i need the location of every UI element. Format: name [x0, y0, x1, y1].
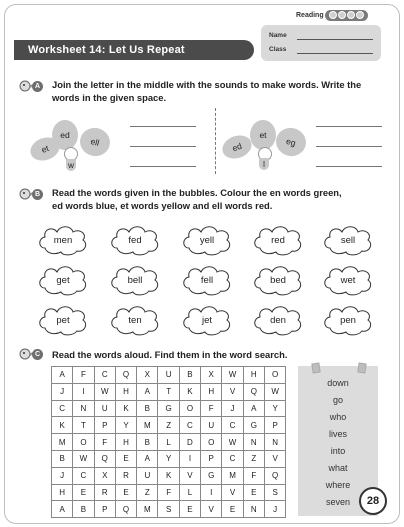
grid-cell[interactable]: E: [73, 484, 94, 501]
grid-cell[interactable]: I: [73, 383, 94, 400]
grid-cell[interactable]: U: [94, 400, 115, 417]
grid-cell[interactable]: N: [73, 400, 94, 417]
grid-cell[interactable]: N: [243, 434, 264, 451]
brand-word: Reading: [296, 11, 324, 19]
word-bubble[interactable]: [37, 224, 89, 256]
page-number: 28: [359, 487, 387, 515]
grid-cell[interactable]: K: [179, 383, 200, 400]
word-list-item: who: [329, 412, 347, 422]
word-bubble[interactable]: [181, 304, 233, 336]
grid-cell[interactable]: F: [94, 434, 115, 451]
instruction-a-line1: Join the letter in the middle with the sounds to make words. Write the: [52, 79, 362, 90]
grid-cell[interactable]: J: [52, 467, 73, 484]
grid-cell[interactable]: Z: [158, 417, 179, 434]
bubble-word: fell: [200, 274, 214, 286]
flower2-stem-letter: l: [259, 158, 269, 170]
grid-cell[interactable]: Y: [264, 400, 285, 417]
tape-left: [311, 362, 320, 373]
grid-cell[interactable]: W: [73, 450, 94, 467]
grid-cell[interactable]: W: [222, 434, 243, 451]
grid-cell[interactable]: B: [52, 450, 73, 467]
grid-cell[interactable]: Q: [115, 501, 136, 518]
grid-cell[interactable]: N: [264, 434, 285, 451]
grid-row: [52, 467, 286, 484]
word-bubble[interactable]: [181, 264, 233, 296]
grid-cell[interactable]: A: [137, 383, 158, 400]
instruction-a-line2: words in the given space.: [52, 92, 167, 103]
grid-cell[interactable]: S: [264, 484, 285, 501]
flower2-petal-left: ed: [219, 132, 255, 163]
word-bubble[interactable]: [37, 264, 89, 296]
flower2-petal-right: eg: [273, 125, 309, 160]
grid-cell[interactable]: C: [73, 467, 94, 484]
word-bubble[interactable]: [322, 224, 374, 256]
word-bubble[interactable]: [109, 224, 161, 256]
grid-cell[interactable]: Z: [243, 450, 264, 467]
grid-cell[interactable]: E: [179, 501, 200, 518]
flower1-petal-right: ell: [77, 125, 113, 160]
bubble-word: red: [271, 234, 285, 246]
grid-cell[interactable]: U: [137, 467, 158, 484]
answer-line-3[interactable]: [130, 166, 196, 167]
grid-cell[interactable]: W: [264, 383, 285, 400]
class-field[interactable]: [297, 53, 373, 54]
word-bubble[interactable]: [322, 304, 374, 336]
word-list-item: where: [325, 480, 351, 490]
grid-row: [52, 450, 286, 467]
grid-cell[interactable]: M: [137, 501, 158, 518]
grid-cell[interactable]: D: [179, 434, 200, 451]
grid-cell[interactable]: E: [243, 484, 264, 501]
grid-cell[interactable]: H: [201, 383, 222, 400]
grid-cell[interactable]: Y: [158, 450, 179, 467]
word-bubble[interactable]: [252, 304, 304, 336]
grid-cell[interactable]: A: [137, 450, 158, 467]
bubble-word: get: [56, 274, 70, 286]
badge-a: A: [32, 81, 43, 92]
grid-cell[interactable]: O: [179, 400, 200, 417]
name-class-box: [261, 25, 381, 61]
page-title: Worksheet 14: Let Us Repeat: [28, 44, 185, 56]
grid-cell[interactable]: O: [73, 434, 94, 451]
grid-cell[interactable]: T: [73, 417, 94, 434]
grid-cell[interactable]: F: [201, 400, 222, 417]
word-bubble[interactable]: [109, 304, 161, 336]
grid-cell[interactable]: Q: [94, 450, 115, 467]
grid-row: [52, 367, 286, 384]
grid-cell[interactable]: M: [52, 434, 73, 451]
grid-cell[interactable]: G: [158, 400, 179, 417]
grid-cell[interactable]: I: [179, 450, 200, 467]
bubble-word: men: [53, 234, 73, 246]
word-list-item: go: [332, 395, 343, 405]
word-bubble[interactable]: [109, 264, 161, 296]
word-list-item: down: [327, 378, 349, 388]
grid-cell[interactable]: K: [115, 400, 136, 417]
grid-cell[interactable]: R: [115, 467, 136, 484]
grid-cell[interactable]: V: [222, 484, 243, 501]
grid-cell[interactable]: V: [264, 450, 285, 467]
grid-cell[interactable]: A: [52, 501, 73, 518]
grid-cell[interactable]: M: [222, 467, 243, 484]
grid-cell[interactable]: I: [201, 484, 222, 501]
grid-cell[interactable]: Q: [264, 467, 285, 484]
grid-cell[interactable]: B: [179, 367, 200, 384]
grid-cell[interactable]: G: [201, 467, 222, 484]
grid-cell[interactable]: N: [243, 501, 264, 518]
grid-cell[interactable]: P: [94, 417, 115, 434]
grid-cell[interactable]: J: [264, 501, 285, 518]
grid-cell[interactable]: F: [73, 367, 94, 384]
grid-cell[interactable]: C: [222, 450, 243, 467]
bubble-word: den: [270, 314, 286, 326]
word-list-item: what: [328, 463, 348, 473]
instruction-a: [52, 78, 387, 104]
brand-dots: [325, 10, 368, 21]
bubble-word: pet: [56, 314, 70, 326]
flower2-petal-top: et: [250, 120, 276, 150]
grid-cell[interactable]: W: [94, 383, 115, 400]
grid-cell[interactable]: H: [115, 383, 136, 400]
grid-cell[interactable]: V: [201, 501, 222, 518]
word-bubble[interactable]: [322, 264, 374, 296]
bubble-word: bed: [270, 274, 286, 286]
answer-line-6[interactable]: [316, 166, 382, 167]
badge-c: C: [32, 349, 43, 360]
grid-cell[interactable]: E: [222, 501, 243, 518]
grid-cell[interactable]: C: [179, 417, 200, 434]
grid-cell[interactable]: E: [115, 450, 136, 467]
grid-cell[interactable]: Q: [115, 367, 136, 384]
grid-cell[interactable]: O: [201, 434, 222, 451]
grid-cell[interactable]: H: [243, 367, 264, 384]
grid-cell[interactable]: H: [115, 434, 136, 451]
brand-logo: [296, 8, 368, 22]
grid-row: [52, 383, 286, 400]
grid-cell[interactable]: V: [222, 383, 243, 400]
word-list-item: lives: [328, 429, 347, 439]
word-search-grid[interactable]: [51, 366, 286, 518]
grid-cell[interactable]: L: [158, 434, 179, 451]
grid-cell[interactable]: B: [137, 400, 158, 417]
grid-row: [52, 417, 286, 434]
answer-line-4[interactable]: [316, 126, 382, 127]
grid-cell[interactable]: X: [201, 367, 222, 384]
grid-cell[interactable]: X: [137, 367, 158, 384]
grid-cell[interactable]: J: [52, 383, 73, 400]
grid-cell[interactable]: A: [243, 400, 264, 417]
answer-line-2[interactable]: [130, 146, 196, 147]
word-list-item: into: [330, 446, 346, 456]
grid-cell[interactable]: T: [158, 383, 179, 400]
section-divider: [215, 108, 216, 174]
grid-cell[interactable]: U: [201, 417, 222, 434]
name-label: Name: [269, 32, 287, 39]
instruction-b: [52, 186, 382, 212]
flower1-petal-top: ed: [52, 120, 78, 150]
bubble-word: bell: [127, 274, 143, 286]
instruction-b-line2: ed words blue, et words yellow and ell words red.: [52, 200, 273, 211]
grid-cell[interactable]: U: [158, 367, 179, 384]
word-bubble[interactable]: [181, 224, 233, 256]
word-bubble[interactable]: [252, 224, 304, 256]
grid-cell[interactable]: C: [94, 367, 115, 384]
word-list-item: seven: [325, 497, 351, 507]
grid-row: [52, 434, 286, 451]
grid-cell[interactable]: J: [222, 400, 243, 417]
grid-cell[interactable]: G: [243, 417, 264, 434]
word-bubble[interactable]: [252, 264, 304, 296]
grid-row: [52, 484, 286, 501]
grid-cell[interactable]: W: [222, 367, 243, 384]
grid-cell[interactable]: B: [137, 434, 158, 451]
grid-row: [52, 501, 286, 518]
grid-cell[interactable]: Z: [137, 484, 158, 501]
grid-cell[interactable]: B: [73, 501, 94, 518]
grid-cell[interactable]: E: [115, 484, 136, 501]
grid-cell[interactable]: C: [222, 417, 243, 434]
bubble-word: jet: [201, 314, 213, 326]
instruction-c: Read the words aloud. Find them in the word search.: [52, 349, 288, 360]
grid-row: [52, 400, 286, 417]
bubble-word: ten: [128, 314, 142, 326]
class-label: Class: [269, 46, 287, 53]
bubble-word: sell: [340, 234, 356, 246]
grid-cell[interactable]: P: [94, 501, 115, 518]
badge-b: B: [32, 189, 43, 200]
grid-cell[interactable]: K: [52, 417, 73, 434]
grid-cell[interactable]: X: [94, 467, 115, 484]
grid-cell[interactable]: A: [52, 367, 73, 384]
grid-cell[interactable]: R: [94, 484, 115, 501]
grid-cell[interactable]: F: [243, 467, 264, 484]
grid-cell[interactable]: P: [201, 450, 222, 467]
grid-cell[interactable]: M: [137, 417, 158, 434]
grid-cell[interactable]: P: [264, 417, 285, 434]
grid-cell[interactable]: F: [158, 484, 179, 501]
bubble-word: yell: [199, 234, 215, 246]
bubble-word: pen: [340, 314, 356, 326]
grid-cell[interactable]: S: [158, 501, 179, 518]
grid-cell[interactable]: O: [264, 367, 285, 384]
grid-cell[interactable]: K: [158, 467, 179, 484]
bubble-word: fed: [128, 234, 142, 246]
word-bubble[interactable]: [37, 304, 89, 336]
grid-cell[interactable]: Y: [115, 417, 136, 434]
tape-right: [357, 362, 366, 373]
grid-cell[interactable]: C: [52, 400, 73, 417]
answer-line-1[interactable]: [130, 126, 196, 127]
flower1-petal-left: et: [27, 134, 63, 165]
name-field[interactable]: [297, 39, 373, 40]
grid-cell[interactable]: L: [179, 484, 200, 501]
instruction-b-line1: Read the words given in the bubbles. Colour the en words green,: [52, 187, 342, 198]
answer-line-5[interactable]: [316, 146, 382, 147]
flower1-stem-letter: w: [66, 159, 76, 171]
grid-cell[interactable]: H: [52, 484, 73, 501]
bubble-word: wet: [340, 274, 356, 286]
grid-cell[interactable]: Q: [243, 383, 264, 400]
grid-cell[interactable]: V: [179, 467, 200, 484]
